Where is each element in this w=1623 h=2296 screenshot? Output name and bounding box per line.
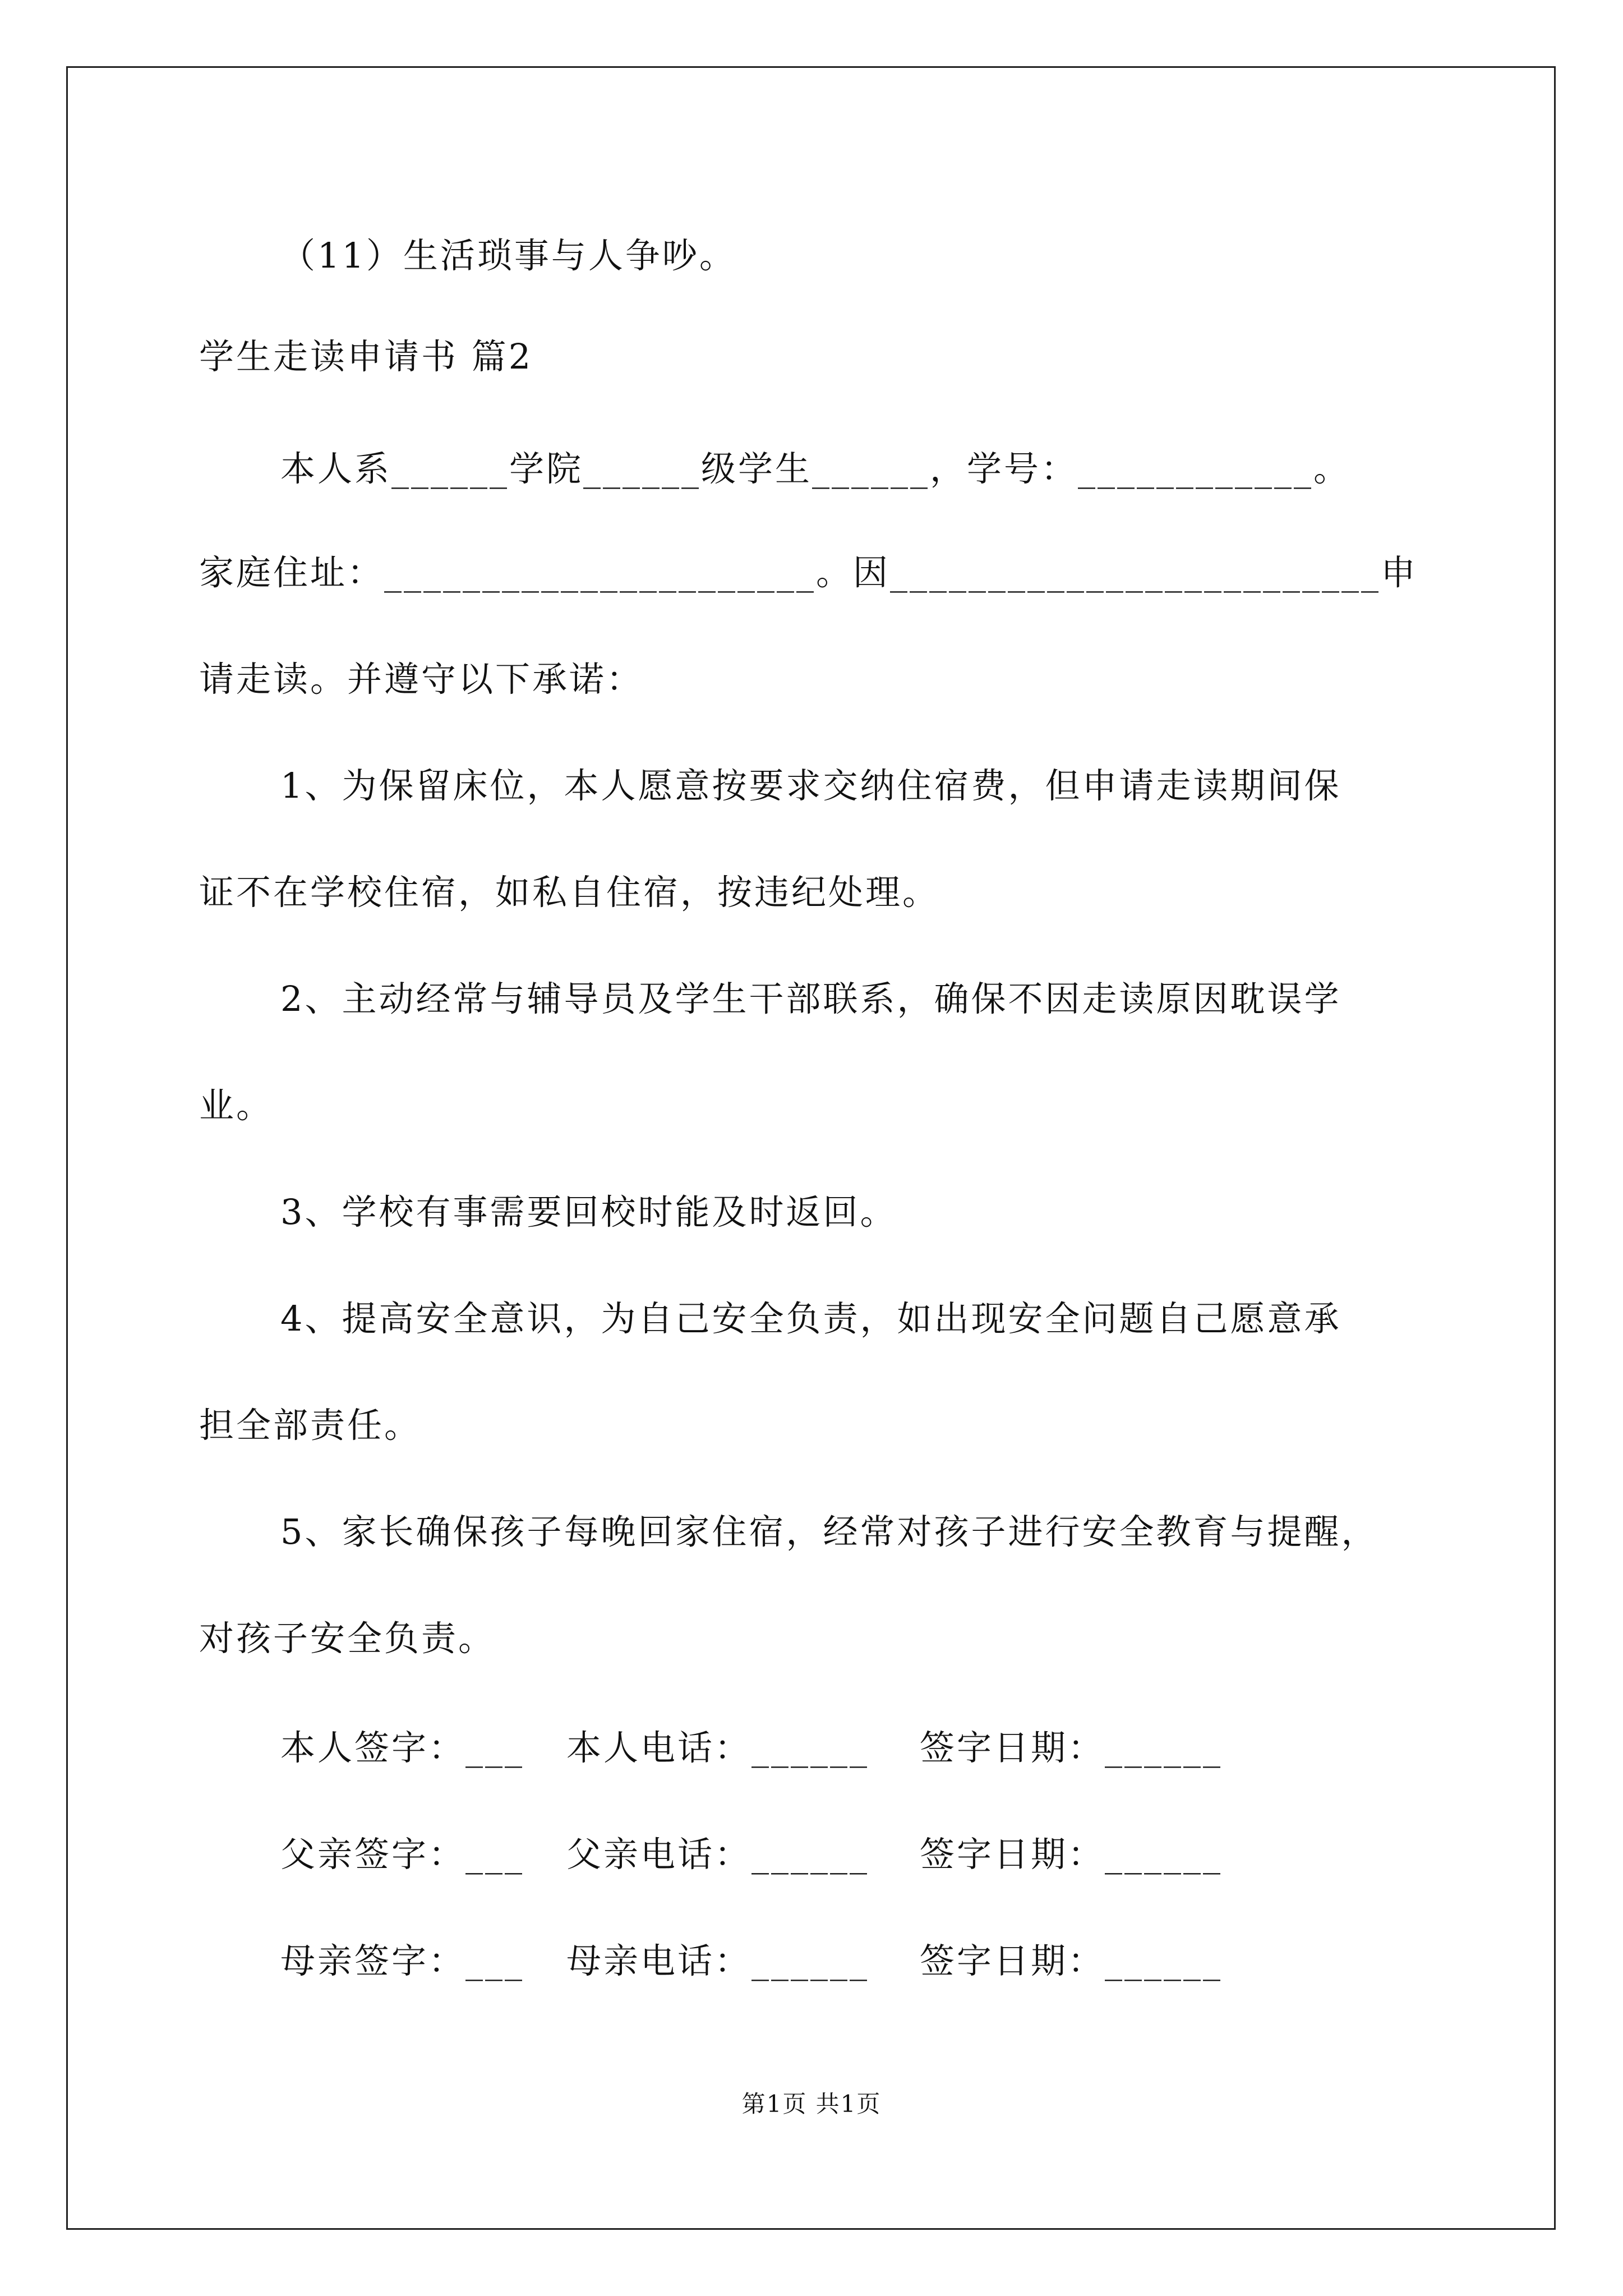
mother-phone-field: 母亲电话：______ [566, 1940, 870, 1981]
mother-date-field: 签字日期：______ [920, 1940, 1223, 1981]
item-3-line-1: 3、学校有事需要回校时能及时返回。 [280, 1191, 897, 1232]
item-2-line-2: 业。 [199, 1085, 274, 1126]
item-1-line-2: 证不在学校住宿，如私自住宿，按违纪处理。 [199, 872, 940, 913]
self-date-field: 签字日期：______ [920, 1727, 1223, 1768]
section-title: 学生走读申请书 篇2 [199, 336, 533, 377]
item-4-line-2: 担全部责任。 [199, 1405, 422, 1446]
item-4-line-1: 4、提高安全意识，为自己安全负责，如出现安全问题自己愿意承 [280, 1298, 1341, 1339]
item-1-line-1: 1、为保留床位，本人愿意按要求交纳住宿费，但申请走读期间保 [280, 765, 1341, 806]
father-phone-field: 父亲电话：______ [566, 1834, 870, 1875]
intro-line-1: 本人系______学院______级学生______，学号：____________。 [280, 448, 1351, 489]
father-date-field: 签字日期：______ [920, 1834, 1223, 1875]
father-signature-field: 父亲签字：___ [280, 1834, 525, 1875]
self-phone-field: 本人电话：______ [566, 1727, 870, 1768]
page-number-footer: 第1页 共1页 [741, 2090, 882, 2118]
intro-line-3: 请走读。并遵守以下承诺： [199, 659, 644, 700]
item-5-line-1: 5、家长确保孩子每晚回家住宿，经常对孩子进行安全教育与提醒， [280, 1511, 1378, 1552]
list-item-11: （11）生活琐事与人争吵。 [280, 235, 736, 276]
mother-signature-field: 母亲签字：___ [280, 1940, 525, 1981]
page-border [66, 66, 1556, 2230]
self-signature-field: 本人签字：___ [280, 1727, 525, 1768]
item-5-line-2: 对孩子安全负责。 [199, 1618, 496, 1659]
item-2-line-1: 2、主动经常与辅导员及学生干部联系，确保不因走读原因耽误学 [280, 978, 1341, 1019]
address-line: 家庭住址：______________________。因_________________________申 [199, 552, 1418, 593]
